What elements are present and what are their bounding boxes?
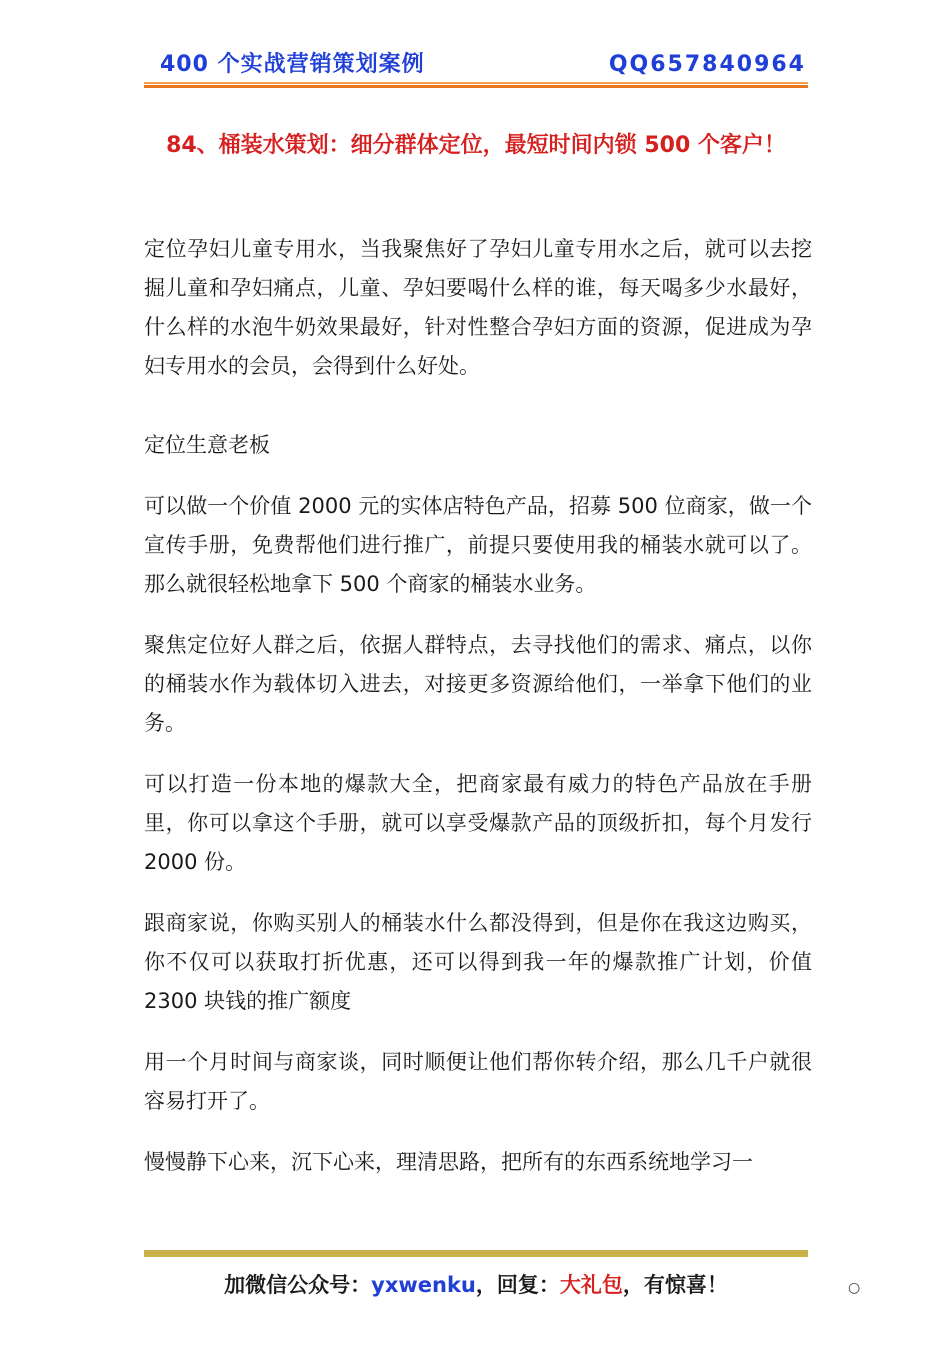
- paragraph-6: 跟商家说，你购买别人的桶装水什么都没得到，但是你在我这边购买，你不仅可以获取打折优惠，还可以得到我一年的爆款推广计划，价值 2300 块钱的推广额度: [144, 911, 812, 1013]
- header-left-title: 400 个实战营销策划案例: [160, 52, 425, 77]
- header-right-contact: QQ657840964: [608, 52, 806, 77]
- paragraph-2: 定位生意老板: [144, 433, 270, 457]
- footer-divider: [144, 1250, 808, 1257]
- article-title: 84、桶装水策划：细分群体定位，最短时间内锁 500 个客户！: [166, 133, 786, 158]
- footer-keyword: 大礼包: [559, 1273, 623, 1297]
- footer-prefix: 加微信公众号：: [224, 1273, 372, 1297]
- paragraph-3: 可以做一个价值 2000 元的实体店特色产品，招募 500 位商家，做一个宣传手册，免费帮他们进行推广，前提只要使用我的桶装水就可以了。那么就很轻松地拿下 500 个商家的桶装水业务。: [144, 494, 812, 596]
- footer-account: yxwenku: [371, 1273, 476, 1297]
- header-divider-thick: [144, 85, 808, 88]
- paragraph-5: 可以打造一份本地的爆款大全，把商家最有威力的特色产品放在手册里，你可以拿这个手册，就可以享受爆款产品的顶级折扣，每个月发行 2000 份。: [144, 772, 812, 874]
- footer-suffix: ，有惊喜！: [622, 1273, 728, 1297]
- paragraph-8: 慢慢静下心来，沉下心来，理清思路，把所有的东西系统地学习一: [144, 1150, 753, 1174]
- article-body: [144, 230, 812, 1204]
- footer-middle: ，回复：: [475, 1273, 560, 1297]
- paragraph-1: 定位孕妇儿童专用水，当我聚焦好了孕妇儿童专用水之后，就可以去挖掘儿童和孕妇痛点，儿童、孕妇要喝什么样的谁，每天喝多少水最好，什么样的水泡牛奶效果最好，针对性整合孕妇方面的资源，促进成为孕妇专用水的会员，会得到什么好处。: [144, 237, 812, 378]
- page-mark: ○: [848, 1280, 861, 1296]
- paragraph-4: 聚焦定位好人群之后，依据人群特点，去寻找他们的需求、痛点，以你的桶装水作为载体切入进去，对接更多资源给他们，一举拿下他们的业务。: [144, 633, 812, 735]
- paragraph-7: 用一个月时间与商家谈，同时顺便让他们帮你转介绍，那么几千户就很容易打开了。: [144, 1050, 812, 1113]
- footer-promo: [144, 1268, 808, 1302]
- header-divider-thin: [144, 82, 808, 84]
